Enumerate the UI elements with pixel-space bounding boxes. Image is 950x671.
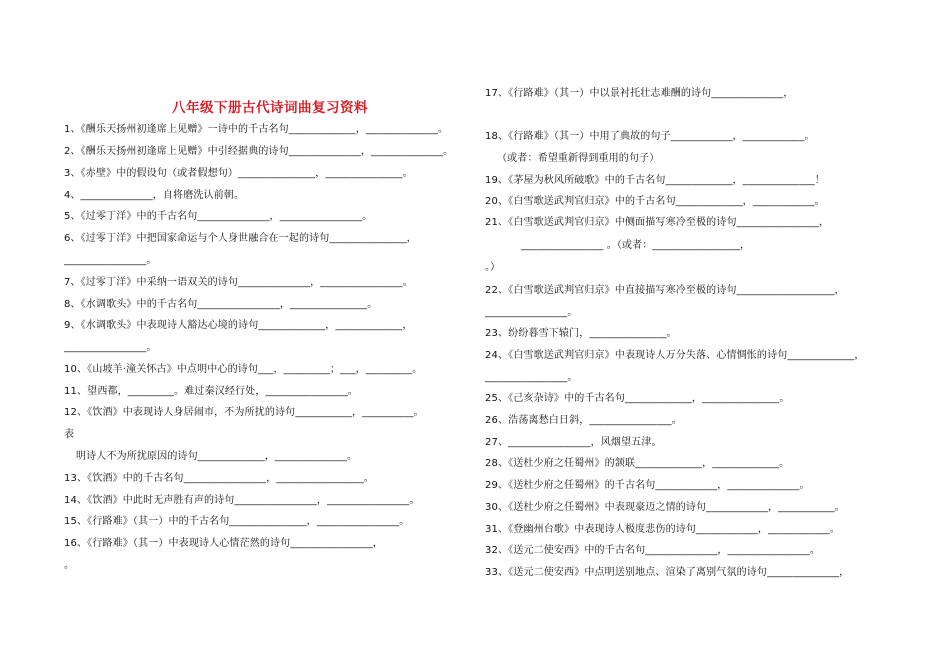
question-continuation: ________________。 — [485, 307, 578, 318]
question-line: 29、《送杜少府之任蜀州》的千古名句____________，______________。 — [485, 480, 810, 491]
question-line: 12、《饮酒》中表现诗人身居闹市，不为所扰的诗句___________，__________。 — [64, 407, 424, 418]
question-line: 25、《己亥杂诗》中的千古名句_____________，_______________。 — [485, 393, 790, 404]
question-continuation: ________________。 — [485, 372, 578, 383]
question-line: 3、《赤壁》中的假设句（或者假想句）_______________，_______________。 — [64, 168, 413, 179]
question-line: 23、纷纷暮雪下辕门，_______________。 — [485, 328, 677, 339]
question-line: 30、《送杜少府之任蜀州》中表现豪迈之情的诗句____________，___________。 — [485, 502, 845, 513]
question-continuation: 。 — [64, 560, 75, 571]
question-line: 22、《白雪歌送武判官归京》中直接描写寒冷至极的诗句___________________， — [485, 285, 845, 296]
question-note: （或者：希望重新得到重用的句子） — [497, 153, 660, 164]
question-line: 1、《酬乐天扬州初逢席上见赠》一诗中的千古名句_____________，______________。 — [64, 124, 449, 135]
question-line: 26、浩荡离愁白日斜，________________。 — [485, 415, 682, 426]
question-continuation: 明诗人不为所扰原因的诗句_____________，______________。 — [76, 451, 358, 462]
question-line: 6、《过零丁洋》中把国家命运与个人身世融合在一起的诗句_______________， — [64, 233, 417, 244]
question-line: 7、《过零丁洋》中采纳一语双关的诗句______________，________________。 — [64, 277, 413, 288]
question-line: 32、《送元二使安西》中的千古名句______________，________________。 — [485, 545, 821, 556]
question-line: 5、《过零丁洋》中的千古名句______________，________________。 — [64, 211, 373, 222]
question-line: 20、《白雪歌送武判官归京》中的千古名句_____________，____________。 — [485, 196, 825, 207]
question-line: 10、《山坡羊·潼关怀古》中点明中心的诗句___，_________；___，_________。 — [64, 364, 423, 375]
question-continuation: 。） — [485, 262, 501, 273]
question-line: 18、《行路难》（其一）中用了典故的句子____________，____________。 — [485, 131, 815, 142]
question-line: 8、《水调歌头》中的千古名句________________，_______________。 — [64, 299, 378, 310]
question-line: 13、《饮酒》中的千古名句________________，_________________。 — [64, 473, 374, 484]
question-line: 27、________________，风烟望五津。 — [485, 437, 662, 448]
question-line: 15、《行路难》（其一）中的千古名句_______________，________________。 — [64, 516, 410, 527]
question-line: 9、《水调歌头》中表现诗人豁达心境的诗句_____________，_____________， — [64, 320, 413, 331]
question-line: 17、《行路难》（其一）中以景衬托壮志难酬的诗句______________， — [485, 88, 794, 99]
question-continuation: ________________。 — [64, 255, 157, 266]
question-line: 2、《酬乐天扬州初逢席上见赠》中引经据典的诗句______________，______________。 — [64, 146, 454, 157]
question-line: 11、望西都，_________。难过秦汉经行处，________________。 — [64, 386, 359, 397]
document-title: 八年级下册古代诗词曲复习资料 — [172, 100, 368, 116]
question-line: 16、《行路难》（其一）中表现诗人心情茫然的诗句________________， — [64, 538, 383, 549]
question-line: 28、《送杜少府之任蜀州》的颔联_____________，_____________。 — [485, 458, 790, 469]
question-line: 24、《白雪歌送武判官归京》中表现诗人万分失落、心情惆怅的诗句_____________， — [485, 350, 865, 361]
question-continuation: ________________ 。（或者：_________________， — [521, 240, 751, 251]
question-continuation: ________________。 — [64, 342, 157, 353]
question-line: 14、《饮酒》中此时无声胜有声的诗句________________，________________。 — [64, 495, 420, 506]
question-line: 33、《送元二使安西》中点明送别地点、渲染了离别气氛的诗句______________， — [485, 567, 850, 578]
question-continuation: 表 — [64, 429, 75, 440]
question-line: 19、《茅屋为秋风所破歌》中的千古名句_____________，______________！ — [485, 175, 825, 186]
question-line: 4、______________，自将磨洗认前朝。 — [64, 190, 245, 201]
question-line: 31、《登幽州台歌》中表现诗人极度悲伤的诗句____________，____________。 — [485, 524, 840, 535]
question-line: 21、《白雪歌送武判官归京》中侧面描写寒冷至极的诗句________________， — [485, 217, 830, 228]
